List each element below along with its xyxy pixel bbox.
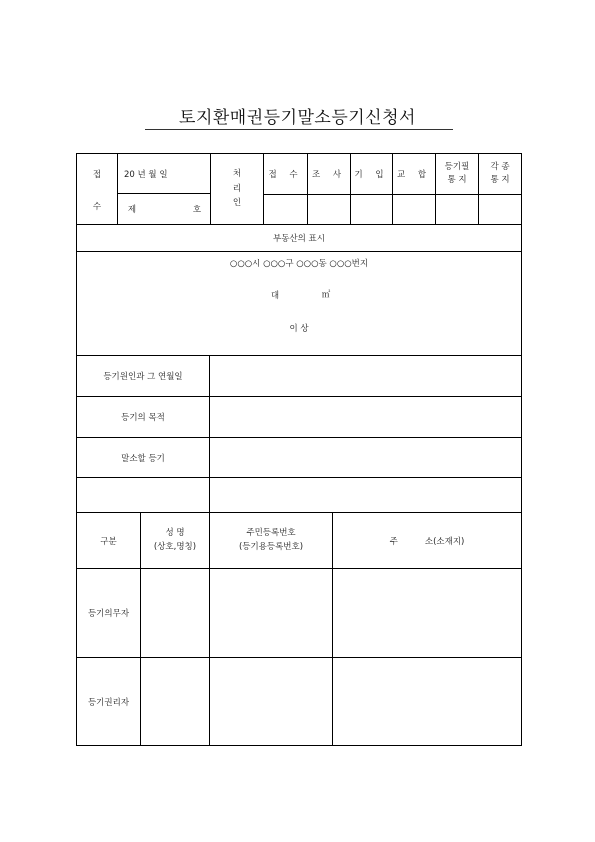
notice-completion (436, 154, 478, 194)
notice-various (479, 154, 521, 194)
receipt-number-prefix: 제 (127, 205, 137, 215)
name-header (141, 513, 209, 568)
header-line: (등기용등록번호) (238, 541, 304, 552)
header-line: 주민등록번호 (246, 528, 296, 539)
obligor-label: 등기의무자 (87, 609, 130, 619)
form-rule (76, 251, 522, 252)
cancel-label: 말소할 등기 (121, 453, 165, 464)
receipt-label-bottom: 수 (92, 202, 102, 212)
cancel-value[interactable] (210, 438, 521, 477)
title-underline (145, 129, 453, 130)
property-end-mark: 이 상 (289, 324, 309, 334)
form-rule (76, 657, 522, 658)
stage-entry: 기 입 (354, 170, 389, 180)
processor-char: 리 (232, 183, 242, 194)
property-area-unit: ㎡ (321, 290, 331, 300)
notice-line: 통 지 (490, 175, 510, 185)
form-rule (76, 568, 522, 569)
processor-label (211, 154, 263, 224)
notice-line: 등기필 (444, 161, 470, 172)
property-land-type: 대 (270, 291, 280, 301)
form-rule (76, 745, 522, 746)
id-header (210, 513, 332, 568)
form-rule (521, 153, 522, 746)
stage-proof: 교 합 (396, 170, 432, 180)
form-rule (76, 477, 522, 478)
division-header: 구분 (100, 536, 117, 547)
receipt-date: 20 년 월 일 (124, 169, 168, 180)
address-header: 주 소(소재지) (389, 536, 465, 547)
header-line: 성 명 (165, 528, 185, 539)
holder-label: 등기권리자 (87, 697, 130, 708)
header-line: (상호,명칭) (153, 541, 197, 552)
processor-char: 처 (232, 169, 242, 180)
page-title: 토지환매권등기말소등기신청서 (179, 108, 416, 128)
property-header: 부동산의 표시 (273, 234, 325, 244)
notice-line: 통 지 (447, 175, 467, 185)
receipt-number-suffix: 호 (192, 205, 202, 215)
stage-receipt: 접 수 (268, 170, 303, 180)
cause-value[interactable] (210, 356, 521, 396)
purpose-label: 등기의 목적 (121, 413, 165, 423)
processor-char: 인 (232, 198, 242, 209)
purpose-value[interactable] (210, 397, 521, 437)
property-address: ○○○시 ○○○구 ○○○동 ○○○번지 (229, 259, 369, 269)
stage-review: 조 사 (311, 170, 347, 180)
receipt-label-top: 접 (92, 169, 102, 180)
notice-line: 각 종 (490, 161, 510, 172)
cause-label: 등기원인과 그 연월일 (103, 372, 183, 382)
